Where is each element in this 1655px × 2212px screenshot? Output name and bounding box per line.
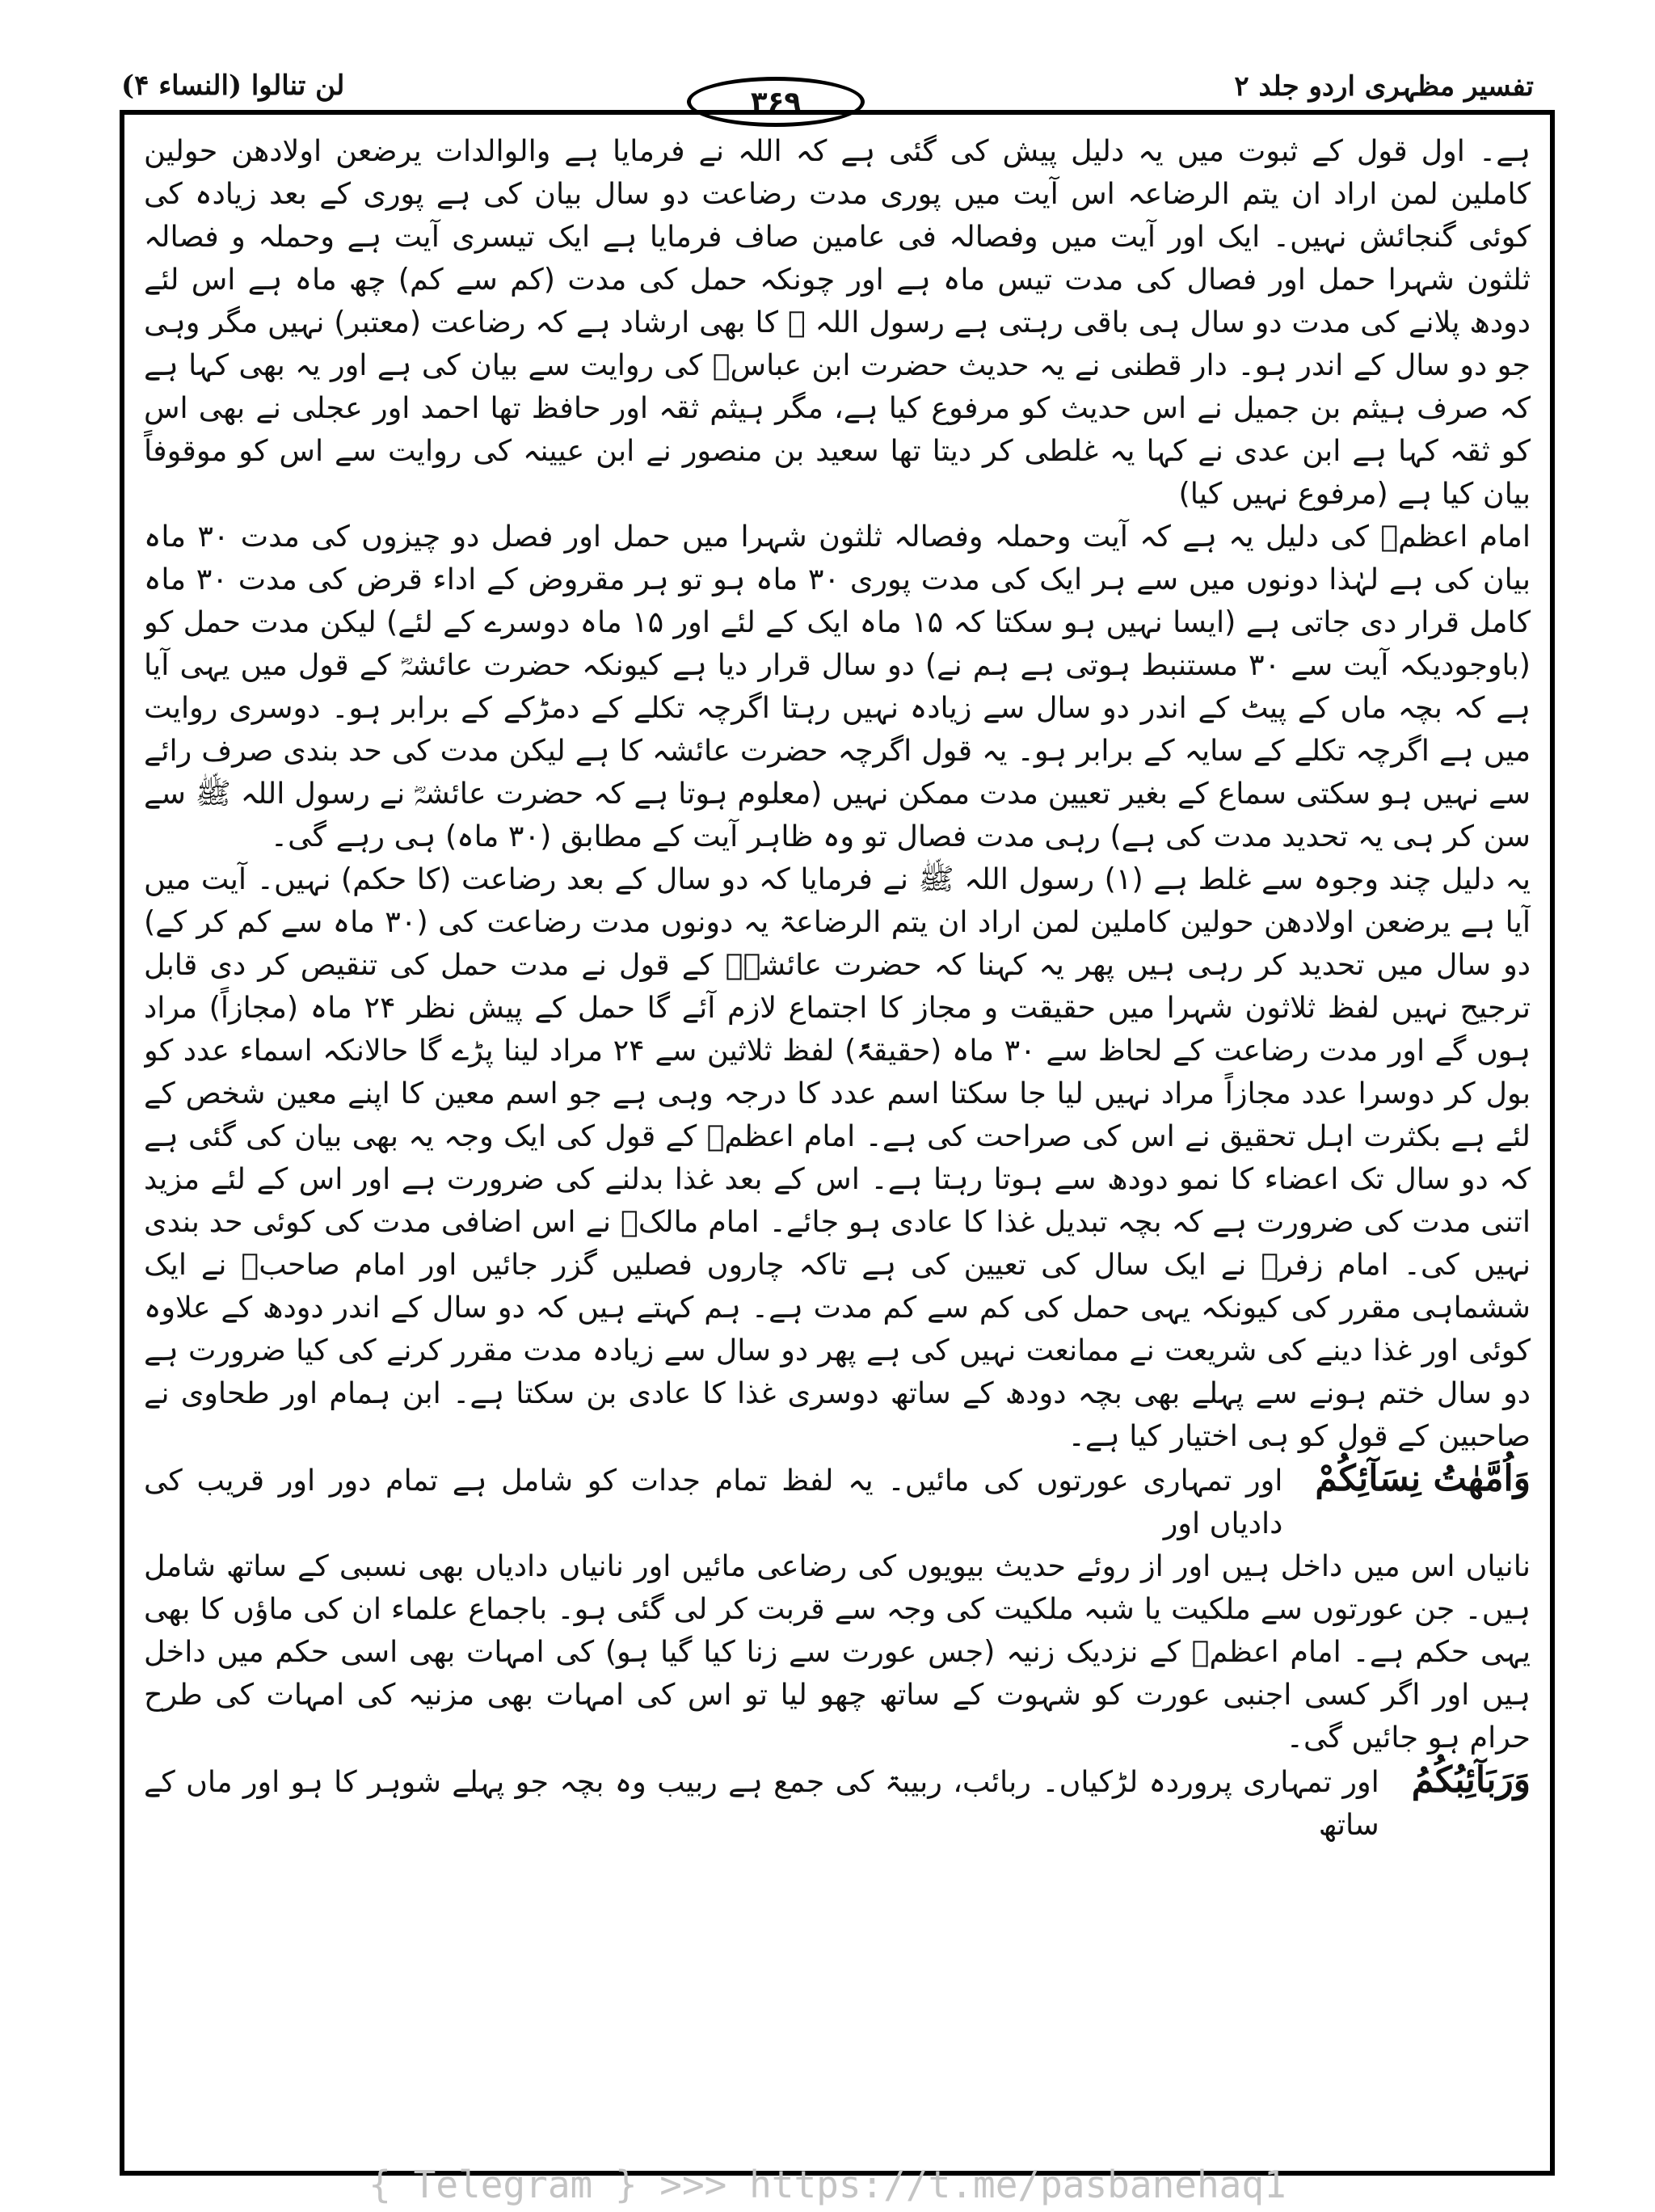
book-title: تفسیر مظہری اردو جلد ۲ <box>1234 70 1534 103</box>
paragraph: نانیاں اس میں داخل ہیں اور از روئے حدیث بیویوں کی رضاعی مائیں اور نانیاں دادیاں بھی نسبی کے ساتھ شامل ہیں۔ جن عورتوں سے ملکیت یا شبہ ملکیت کی وجہ سے قربت کر لی گئی ہو۔ باجماع علماء ان کی ماؤں کا بھی یہی حکم ہے۔ امام اعظمؒ کے نزدیک زنیہ (جس عورت سے زنا کیا گیا ہو) کی امہات بھی اسی حکم میں داخل ہیں اور اگر کسی اجنبی عورت کو شہوت کے ساتھ چھو لیا تو اس کی امہات بھی مزنیہ کی امہات کی طرح حرام ہو جائیں گی۔ <box>144 1548 1531 1755</box>
quranic-term: وَرَبَآئِبُكُمُ <box>1411 1759 1531 1801</box>
paragraph: ہے۔ اول قول کے ثبوت میں یہ دلیل پیش کی گئی ہے کہ اللہ نے فرمایا ہے والوالدات یرضعن اولادھن حولین کاملین لمن اراد ان یتم الرضاعہ اس آیت میں پوری مدت رضاعت دو سال بیان کی ہے پوری کے بعد زیادہ کی کوئی گنجائش نہیں۔ ایک اور آیت میں وفصالہ فی عامین صاف فرمایا ہے ایک تیسری آیت ہے وحملہ و فصالہ ثلثون شہرا حمل اور فصال کی مدت تیس ماہ ہے اور چونکہ حمل کی مدت (کم سے کم) چھ ماہ ہے اس لئے دودھ پلانے کی مدت دو سال ہی باقی رہتی ہے رسول اللہ ﷺ کا بھی ارشاد ہے کہ رضاعت (معتبر) نہیں مگر وہی جو دو سال کے اندر ہو۔ دار قطنی نے یہ حدیث حضرت ابن عباسؓ کی روایت سے بیان کی ہے اور یہ بھی کہا ہے کہ صرف ہیثم بن جمیل نے اس حدیث کو مرفوع کیا ہے، مگر ہیثم ثقہ اور حافظ تھا احمد اور عجلی نے بھی اس کو ثقہ کہا ہے ابن عدی نے کہا یہ غلطی کر دیتا تھا سعید بن منصور نے ابن عیینہ کی روایت سے اس کو موقوفاً بیان کیا ہے (مرفوع نہیں کیا) <box>144 133 1531 511</box>
term-translation: اور تمہاری پروردہ لڑکیاں۔ ربائب، ربیبۃ کی جمع ہے ربیب وہ بچہ جو پہلے شوہر کا ہو اور ماں کے ساتھ <box>144 1764 1379 1842</box>
page-body <box>144 129 1531 2166</box>
page-number: ۳۶۹ <box>687 77 865 127</box>
paragraph: یہ دلیل چند وجوہ سے غلط ہے (۱) رسول اللہ ﷺ نے فرمایا کہ دو سال کے بعد رضاعت (کا حکم) نہیں۔ آیت میں آیا ہے یرضعن اولادھن حولین کاملین لمن اراد ان یتم الرضاعۃ یہ دونوں مدت رضاعت کی (۳۰ ماہ سے کم کر کے) دو سال میں تحدید کر رہی ہیں پھر یہ کہنا کہ حضرت عائشہؓ کے قول نے مدت حمل کی تنقیص کر دی قابل ترجیح نہیں لفظ ثلاثون شہرا میں حقیقت و مجاز کا اجتماع لازم آئے گا حمل کے پیش نظر ۲۴ ماہ (مجازاً) مراد ہوں گے اور مدت رضاعت کے لحاظ سے ۳۰ ماہ (حقیقۃً) لفظ ثلاثین سے ۲۴ مراد لینا پڑے گا حالانکہ اسماء عدد کو بول کر دوسرا عدد مجازاً مراد نہیں لیا جا سکتا اسم عدد کا درجہ وہی ہے جو اسم معین کا اپنے معین شخص کے لئے ہے بکثرت اہل تحقیق نے اس کی صراحت کی ہے۔ امام اعظمؒ کے قول کی ایک وجہ یہ بھی بیان کی گئی ہے کہ دو سال تک اعضاء کا نمو دودھ سے ہوتا رہتا ہے۔ اس کے بعد غذا بدلنے کی ضرورت ہے اور اس کے لئے مزید اتنی مدت کی ضرورت ہے کہ بچہ تبدیل غذا کا عادی ہو جائے۔ امام مالکؒ نے اس اضافی مدت کی کوئی حد بندی نہیں کی۔ امام زفرؒ نے ایک سال کی تعیین کی ہے تاکہ چاروں فصلیں گزر جائیں اور امام صاحبؒ نے ایک ششماہی مقرر کی کیونکہ یہی حمل کی کم سے کم مدت ہے۔ ہم کہتے ہیں کہ دو سال کے اندر دودھ کے علاوہ کوئی اور غذا دینے کی شریعت نے ممانعت نہیں کی ہے پھر دو سال سے زیادہ مدت مقرر کرنے کی کیا ضرورت ہے دو سال ختم ہونے سے پہلے بھی بچہ دودھ کے ساتھ دوسری غذا کا عادی بن سکتا ہے۔ ابن ہمام اور طحاوی نے صاحبین کے قول کو ہی اختیار کیا ہے۔ <box>144 862 1531 1453</box>
quranic-term: وَاُمَّهٰتُ نِسَآئِكُمْ <box>1315 1458 1531 1499</box>
quranic-term-row <box>144 1759 1531 1846</box>
term-translation: اور تمہاری عورتوں کی مائیں۔ یہ لفظ تمام جدات کو شامل ہے تمام دور اور قریب کی دادیاں اور <box>144 1463 1283 1540</box>
telegram-watermark: { Telegram } >>> https://t.me/pasbanehaq1 <box>368 2163 1287 2206</box>
chapter-title: لن تنالوا (النساء ۴) <box>121 70 345 102</box>
paragraph: امام اعظمؒ کی دلیل یہ ہے کہ آیت وحملہ وفصالہ ثلثون شہرا میں حمل اور فصل دو چیزوں کی مدت ۳۰ ماہ بیان کی ہے لہٰذا دونوں میں سے ہر ایک کی مدت پوری ۳۰ ماہ ہو تو ہر مقروض کے اداء قرض کی مدت ۳۰ ماہ کامل قرار دی جاتی ہے (ایسا نہیں ہو سکتا کہ ۱۵ ماہ ایک کے لئے اور ۱۵ ماہ دوسرے کے لئے) لیکن مدت حمل کو (باوجودیکہ آیت سے ۳۰ مستنبط ہوتی ہے ہم نے) دو سال قرار دیا ہے کیونکہ حضرت عائشہؓ کے قول میں یہی آیا ہے کہ بچہ ماں کے پیٹ کے اندر دو سال سے زیادہ نہیں رہتا اگرچہ تکلے کے دمڑکے کے برابر ہو۔ دوسری روایت میں ہے اگرچہ تکلے کے سایہ کے برابر ہو۔ یہ قول اگرچہ حضرت عائشہ کا ہے لیکن مدت کی حد بندی صرف رائے سے نہیں ہو سکتی سماع کے بغیر تعیین مدت ممکن نہیں (معلوم ہوتا ہے کہ حضرت عائشہؓ نے رسول اللہ ﷺ سے سن کر ہی یہ تحدید مدت کی ہے) رہی مدت فصال تو وہ ظاہر آیت کے مطابق (۳۰ ماہ) ہی رہے گی۔ <box>144 519 1531 853</box>
quranic-term-row <box>144 1457 1531 1544</box>
